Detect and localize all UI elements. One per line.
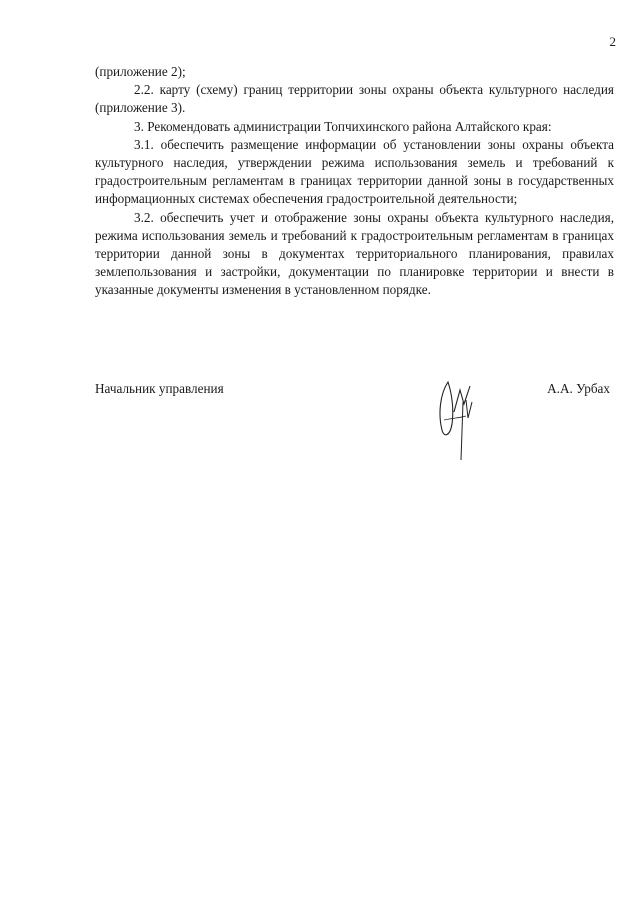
handwritten-signature: [430, 372, 490, 462]
paragraph-3-2: 3.2. обеспечить учет и отображение зоны охраны объекта культурного наследия, режима использования земель и требований к градостроительным регламентам в границах территории данной зоны в документах территориального планирования, правилах землепользования и застройки, документации по планировке территории и внести в указанные документы изменения в установленном порядке.: [95, 209, 614, 298]
paragraph-appendix-2-end: (приложение 2);: [95, 64, 186, 79]
paragraph-3: 3. Рекомендовать администрации Топчихинского района Алтайского края:: [134, 118, 552, 134]
paragraph-2-2: 2.2. карту (схему) границ территории зоны охраны объекта культурного наследия (приложение 3).: [95, 82, 614, 116]
paragraph-3-1: 3.1. обеспечить размещение информации об установлении зоны охраны объекта культурного наследия, утверждении режима использования земель и требований к градостроительным регламентам в границах территории данной зоны в государственных информационных системах обеспечения градостроительной деятельности;: [95, 136, 614, 207]
page-number: 2: [609, 34, 616, 49]
document-body: [95, 63, 614, 300]
signatory-title: Начальник управления: [95, 381, 224, 396]
signatory-name: А.А. Урбах: [547, 381, 610, 396]
